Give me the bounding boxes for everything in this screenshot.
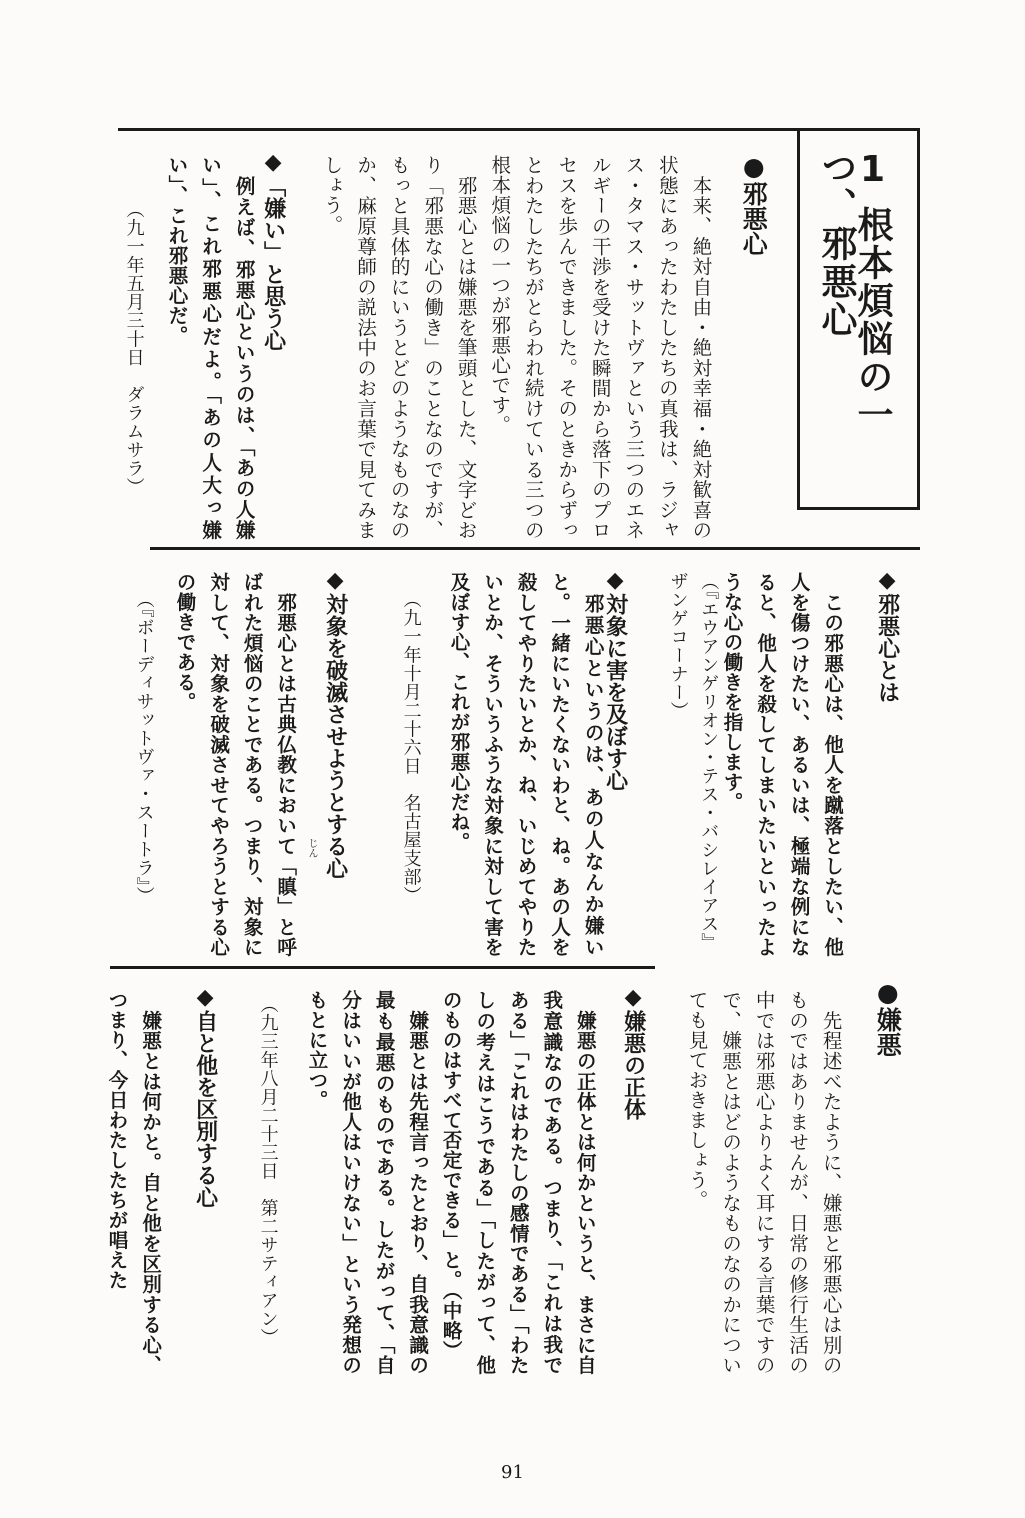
quote: 嫌悪の正体とは何かというと、まさに自我意識なのである。つまり、「これは我である」「これはわたしの感情である」「わたしの考えはこうである」「したがって、他のものはすべて否定できる」と。（中略） 嫌悪とは先程言ったとおり、自我意識の最も最悪のものである。したがって、「自分はいいが他人はいけない」という発想のもとに立つ。	[305, 990, 597, 1375]
quote: この邪悪心は、他人を蹴落としたい、他人を傷つけたい、あるいは、極端な例になると、他人を殺してしまいたいといったような心の働きを指します。	[720, 572, 845, 957]
ruby-annotation	[306, 838, 322, 878]
chapter-number: 1	[852, 149, 893, 192]
section-toha-body	[715, 572, 865, 957]
section-title: ◆対象を破滅させようとする心	[322, 568, 348, 879]
section-kirai-body	[160, 155, 255, 540]
section-kirai-heading	[258, 150, 298, 530]
section-title: ◆自と他を区別する心	[192, 985, 218, 1208]
lower-rule	[110, 966, 655, 969]
source-citation: （九一年五月三十日 ダラムサラ）	[123, 200, 145, 496]
middle-rule	[150, 547, 920, 550]
source-citation: （『エウアンゲリオン・テス・バシレイアス』ザンゲコーナー）	[667, 572, 720, 952]
section-toha-source	[662, 572, 720, 957]
section-title: ●邪悪心	[739, 152, 769, 256]
quote: 邪悪心とは古典仏教において「瞋」と呼ばれた煩悩のことである。つまり、対象に対して、対象を破滅させてやろうとする心の働きである。	[173, 572, 298, 957]
chapter-title-text: 根本煩悩の一つ、邪悪心	[816, 149, 893, 434]
section-title: ●嫌悪	[873, 978, 903, 1057]
paragraph: 先程述べたように、嫌悪と邪悪心は別のものではありませんが、日常の修行生活の中では邪悪心よりよく耳にする言葉ですので、嫌悪とはどのようなものなのかについても見ておきましょう。	[685, 990, 843, 1375]
section-title: ◆「嫌い」と思う心	[260, 150, 286, 351]
quote: 例えば、邪悪心というのは、「あの人嫌い」、これ邪悪心だよ。「あの人大っ嫌い」、これ邪悪心だ。	[165, 155, 256, 540]
source-citation: （『ボーディサットヴァ・スートラ』）	[133, 590, 155, 905]
ruby-text: じん	[306, 838, 317, 858]
section-keno-body	[680, 990, 868, 1375]
section-kubetsu-heading	[190, 985, 230, 1365]
quote: 嫌悪とは何かと。自と他を区別する心、つまり、今日わたしたちが唱えた	[105, 990, 163, 1375]
section-gai-body	[442, 572, 605, 957]
section-shotai-source	[252, 995, 294, 1375]
section-toha-heading	[872, 568, 912, 948]
section-title: ◆対象に害を及ぼす心	[602, 568, 628, 791]
section-jaakushin-body	[315, 155, 717, 540]
source-citation: （九一年十月二十六日 名古屋支部）	[400, 590, 422, 905]
chapter-heading-box	[797, 128, 920, 510]
section-kirai-source	[118, 200, 154, 530]
section-kubetsu-body	[100, 990, 190, 1375]
section-shotai-heading	[618, 985, 658, 1365]
section-shotai-body	[300, 990, 612, 1375]
section-keno-heading	[872, 978, 912, 1358]
paragraph: 本来、絶対自由・絶対幸福・絶対歓喜の状態にあったわたしたちの真我は、ラジャス・タマス・サットヴァという三つのエネルギーの干渉を受けた瞬間から落下のプロセスを歩んできました。そのときからずっとわたしたちがとらわれ続けている三つの根本煩悩の一つが邪悪心です。 邪悪心とは嫌悪を筆頭とした、文字どおり「邪悪な心の働き」のことなのですが、もっと具体的にいうとどのようなものなのか、麻原尊師の説法中のお言葉で見てみましょう。	[320, 155, 713, 540]
source-citation: （九三年八月二十三日 第二サティアン）	[257, 995, 279, 1347]
section-jaakushin-heading	[738, 152, 778, 532]
top-rule	[118, 128, 798, 131]
section-title: ◆嫌悪の正体	[620, 985, 646, 1120]
quote: 邪悪心というのは、あの人なんか嫌いと。一緒にいたくないわと、ね。あの人を殺してやりたいとか、ね、いじめてやりたいとか、そういうふうな対象に対して害を及ぼす心、これが邪悪心だね。	[447, 572, 605, 957]
section-hametsu-heading	[320, 568, 360, 948]
section-hametsu-source	[128, 590, 168, 950]
section-hametsu-body	[168, 572, 313, 957]
chapter-title	[816, 149, 893, 489]
section-gai-source	[395, 590, 435, 950]
section-title: ◆邪悪心とは	[874, 568, 900, 703]
page-number: 91	[501, 1462, 524, 1483]
